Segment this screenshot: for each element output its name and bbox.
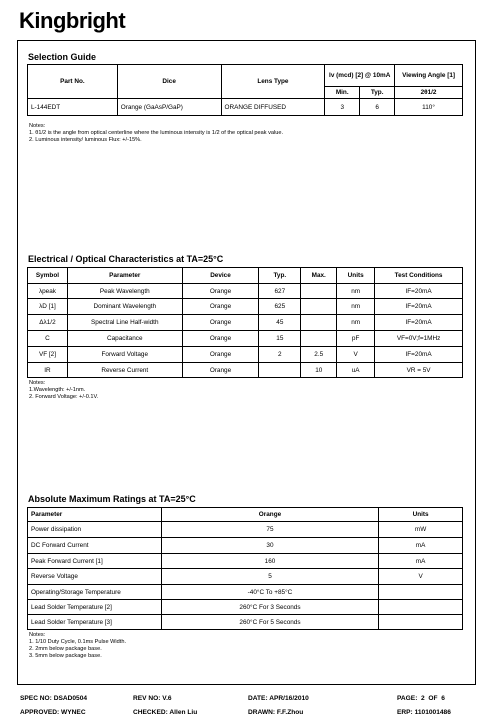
absolute-notes [29,632,126,660]
cell-typ: 625 [259,299,301,315]
cell-parameter: Reverse Current [67,363,182,378]
footer-date: DATE: APR/16/2010 [248,695,309,702]
cell-parameter: Spectral Line Half-width [67,315,182,331]
table-row [28,363,463,378]
cell-parameter: Peak Wavelength [67,284,182,299]
header-typ: Typ. [259,268,301,284]
header-viewing-angle: Viewing Angle [1] [395,65,463,87]
footer-drawn: DRAWN: F.F.Zhou [248,709,304,716]
header-iv-typ: Typ. [360,87,395,99]
cell-parameter: Lead Solder Temperature [3] [28,615,162,630]
electrical-table [27,267,463,378]
cell-iv-typ: 6 [360,99,395,116]
cell-max [301,299,337,315]
table-row [28,569,463,585]
cell-value: 260°C For 3 Seconds [161,600,378,615]
cell-parameter: Forward Voltage [67,347,182,363]
header-viewing-sub: 2θ1/2 [395,87,463,99]
cell-units: mW [379,522,463,538]
cell-parameter: DC Forward Current [28,538,162,554]
cell-units: mA [379,554,463,569]
cell-parameter: Reverse Voltage [28,569,162,585]
cell-units: nm [337,315,375,331]
cell-lens-type: ORANGE DIFFUSED [221,99,325,116]
cell-units [379,600,463,615]
footer-page: PAGE: 2 OF 6 [397,695,445,702]
electrical-notes [29,380,98,401]
selection-guide-table [27,64,463,116]
cell-value: 30 [161,538,378,554]
header-parameter: Parameter [28,508,162,522]
note-line: Notes: [29,380,46,386]
cell-units: uA [337,363,375,378]
cell-units: nm [337,299,375,315]
cell-units: V [337,347,375,363]
selection-guide-title: Selection Guide [28,52,97,62]
cell-test-conditions: IF=20mA [375,347,463,363]
note-line: Notes: [29,123,46,129]
cell-typ: 45 [259,315,301,331]
cell-parameter: Power dissipation [28,522,162,538]
cell-value: 260°C For 5 Seconds [161,615,378,630]
electrical-title: Electrical / Optical Characteristics at TA=25°C [28,254,224,264]
cell-device: Orange [182,284,259,299]
header-symbol: Symbol [28,268,68,284]
cell-test-conditions: IF=20mA [375,315,463,331]
table-row [28,554,463,569]
table-row [28,615,463,630]
cell-units: pF [337,331,375,347]
cell-dice: Orange (GaAsP/GaP) [117,99,221,116]
cell-part-no: L-144EDT [28,99,118,116]
header-iv-min: Min. [325,87,360,99]
note-line: 1. 1/10 Duty Cycle, 0.1ms Pulse Width. [29,639,126,645]
cell-typ: 627 [259,284,301,299]
table-row [28,522,463,538]
cell-parameter: Operating/Storage Temperature [28,585,162,600]
selection-notes [29,123,283,144]
cell-max: 2.5 [301,347,337,363]
cell-viewing: 110° [395,99,463,116]
cell-parameter: Peak Forward Current [1] [28,554,162,569]
cell-device: Orange [182,299,259,315]
table-row [28,284,463,299]
footer-rev-no: REV NO: V.6 [133,695,172,702]
table-row [28,347,463,363]
cell-test-conditions: IF=20mA [375,299,463,315]
cell-value: 160 [161,554,378,569]
cell-value: -40°C To +85°C [161,585,378,600]
header-test-conditions: Test Conditions [375,268,463,284]
header-iv: Iv (mcd) [2] @ 10mA [325,65,395,87]
note-line: 1.Wavelength: +/-1nm. [29,387,86,393]
cell-iv-min: 3 [325,99,360,116]
cell-value: 5 [161,569,378,585]
header-max: Max. [301,268,337,284]
cell-device: Orange [182,347,259,363]
header-lens-type: Lens Type [221,65,325,99]
footer-approved: APPROVED: WYNEC [20,709,86,716]
cell-max [301,331,337,347]
cell-symbol: λpeak [28,284,68,299]
header-dice: Dice [117,65,221,99]
cell-parameter: Capacitance [67,331,182,347]
absolute-ratings-table [27,507,463,630]
cell-typ [259,363,301,378]
table-row [28,538,463,554]
cell-symbol: λD [1] [28,299,68,315]
cell-max [301,284,337,299]
table-row [28,315,463,331]
header-part-no: Part No. [28,65,118,99]
cell-units: mA [379,538,463,554]
note-line: 1. θ1/2 is the angle from optical centerline where the luminous intensity is 1/2 of the optical peak value. [29,130,284,136]
header-parameter: Parameter [67,268,182,284]
note-line: 3. 5mm below package base. [29,653,102,659]
table-row [28,331,463,347]
header-device: Device [182,268,259,284]
cell-max: 10 [301,363,337,378]
cell-typ: 2 [259,347,301,363]
cell-value: 75 [161,522,378,538]
footer-spec-no: SPEC NO: DSAD0504 [20,695,88,702]
cell-max [301,315,337,331]
header-units: Units [379,508,463,522]
cell-symbol: VF [2] [28,347,68,363]
note-line: Notes: [29,632,46,638]
cell-test-conditions: VR = 5V [375,363,463,378]
cell-units [379,615,463,630]
cell-symbol: Δλ1/2 [28,315,68,331]
cell-device: Orange [182,315,259,331]
note-line: 2. Forward Voltage: +/-0.1V. [29,394,99,400]
header-orange: Orange [161,508,378,522]
table-row [28,299,463,315]
cell-units: nm [337,284,375,299]
cell-symbol: IR [28,363,68,378]
note-line: 2. Luminous intensity/ luminous Flux: +/-15%. [29,137,142,143]
footer-erp: ERP: 1101001486 [397,709,451,716]
cell-test-conditions: IF=20mA [375,284,463,299]
cell-symbol: C [28,331,68,347]
cell-device: Orange [182,331,259,347]
absolute-ratings-title: Absolute Maximum Ratings at TA=25°C [28,494,196,504]
cell-test-conditions: VF=0V;f=1MHz [375,331,463,347]
note-line: 2. 2mm below package base. [29,646,102,652]
table-row [28,600,463,615]
footer-checked: CHECKED: Allen Liu [133,709,198,716]
brand-logo: Kingbright [19,8,126,33]
cell-parameter: Lead Solder Temperature [2] [28,600,162,615]
cell-device: Orange [182,363,259,378]
cell-units: V [379,569,463,585]
header-units: Units [337,268,375,284]
cell-typ: 15 [259,331,301,347]
cell-units [379,585,463,600]
table-row [28,585,463,600]
cell-parameter: Dominant Wavelength [67,299,182,315]
